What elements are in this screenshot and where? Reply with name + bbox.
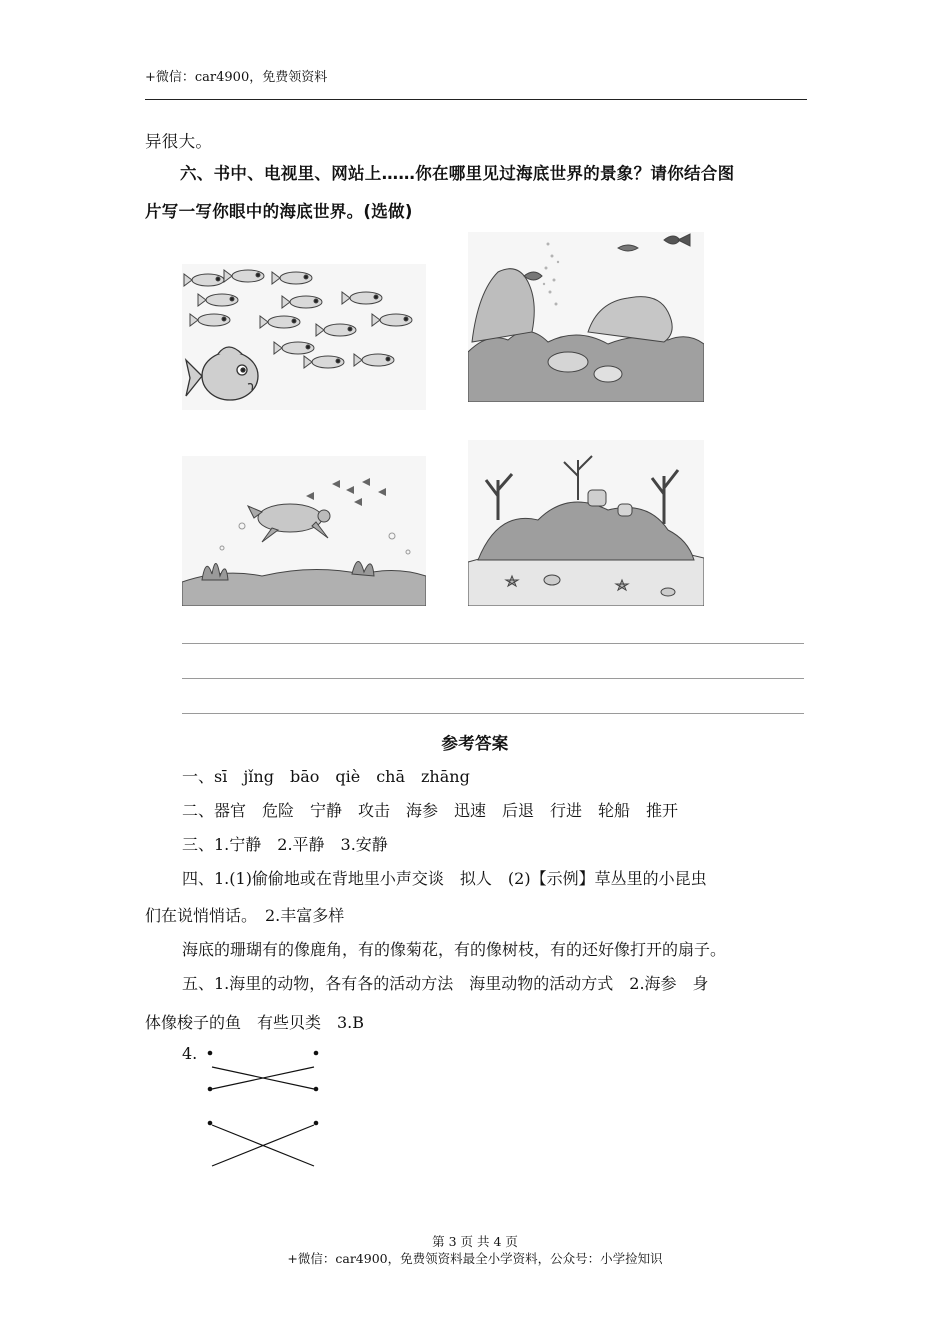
coral-reef-illustration [468,440,704,606]
match-dot [314,1121,319,1126]
writing-line-1 [182,643,804,644]
fish-school-illustration [182,264,426,410]
body-line-continuation: 异很大。 [145,132,213,151]
match-dot [208,1087,213,1092]
question-6-line-2: 片写一写你眼中的海底世界。(选做) [145,202,413,221]
footer-note: +微信：car4900，免费领资料最全小学资料，公众号：小学捡知识 [287,1251,663,1266]
answer-4-line-3: 海底的珊瑚有的像鹿角，有的像菊花，有的像树枝，有的还好像打开的扇子。 [182,940,727,959]
answer-1: 一、sī jǐng bāo qiè chā zhāng [182,767,470,786]
answer-5-line-2: 体像梭子的鱼 有些贝类 3.B [145,1013,365,1032]
match-dot [208,1121,213,1126]
answer-2: 二、器官 危险 宁静 攻击 海参 迅速 后退 行进 轮船 推开 [182,801,679,820]
writing-line-2 [182,678,804,679]
answer-3: 三、1.宁静 2.平静 3.安静 [182,835,388,854]
answer-4-line-1: 四、1.(1)偷偷地或在背地里小声交谈 拟人 (2)【示例】草丛里的小昆虫 [182,869,707,888]
page-number: 第 3 页 共 4 页 [432,1234,518,1249]
header-rule [145,99,807,100]
question-6-line-1: 六、书中、电视里、网站上……你在哪里见过海底世界的景象？请你结合图 [180,164,735,183]
match-dot [208,1051,213,1056]
answer-5-line-1: 五、1.海里的动物，各有各的活动方法 海里动物的活动方式 2.海参 身 [182,974,709,993]
match-dot [314,1087,319,1092]
reef-rocks-illustration [468,232,704,402]
sea-turtle-illustration [182,456,426,606]
matching-lines-diagram [200,1046,330,1172]
answers-title: 参考答案 [441,734,509,753]
answer-5-item-4-label: 4. [182,1044,198,1063]
header-text: +微信：car4900，免费领资料 [145,70,328,85]
match-dot [314,1051,319,1056]
answer-4-line-2: 们在说悄悄话。 2.丰富多样 [145,906,345,925]
writing-line-3 [182,713,804,714]
